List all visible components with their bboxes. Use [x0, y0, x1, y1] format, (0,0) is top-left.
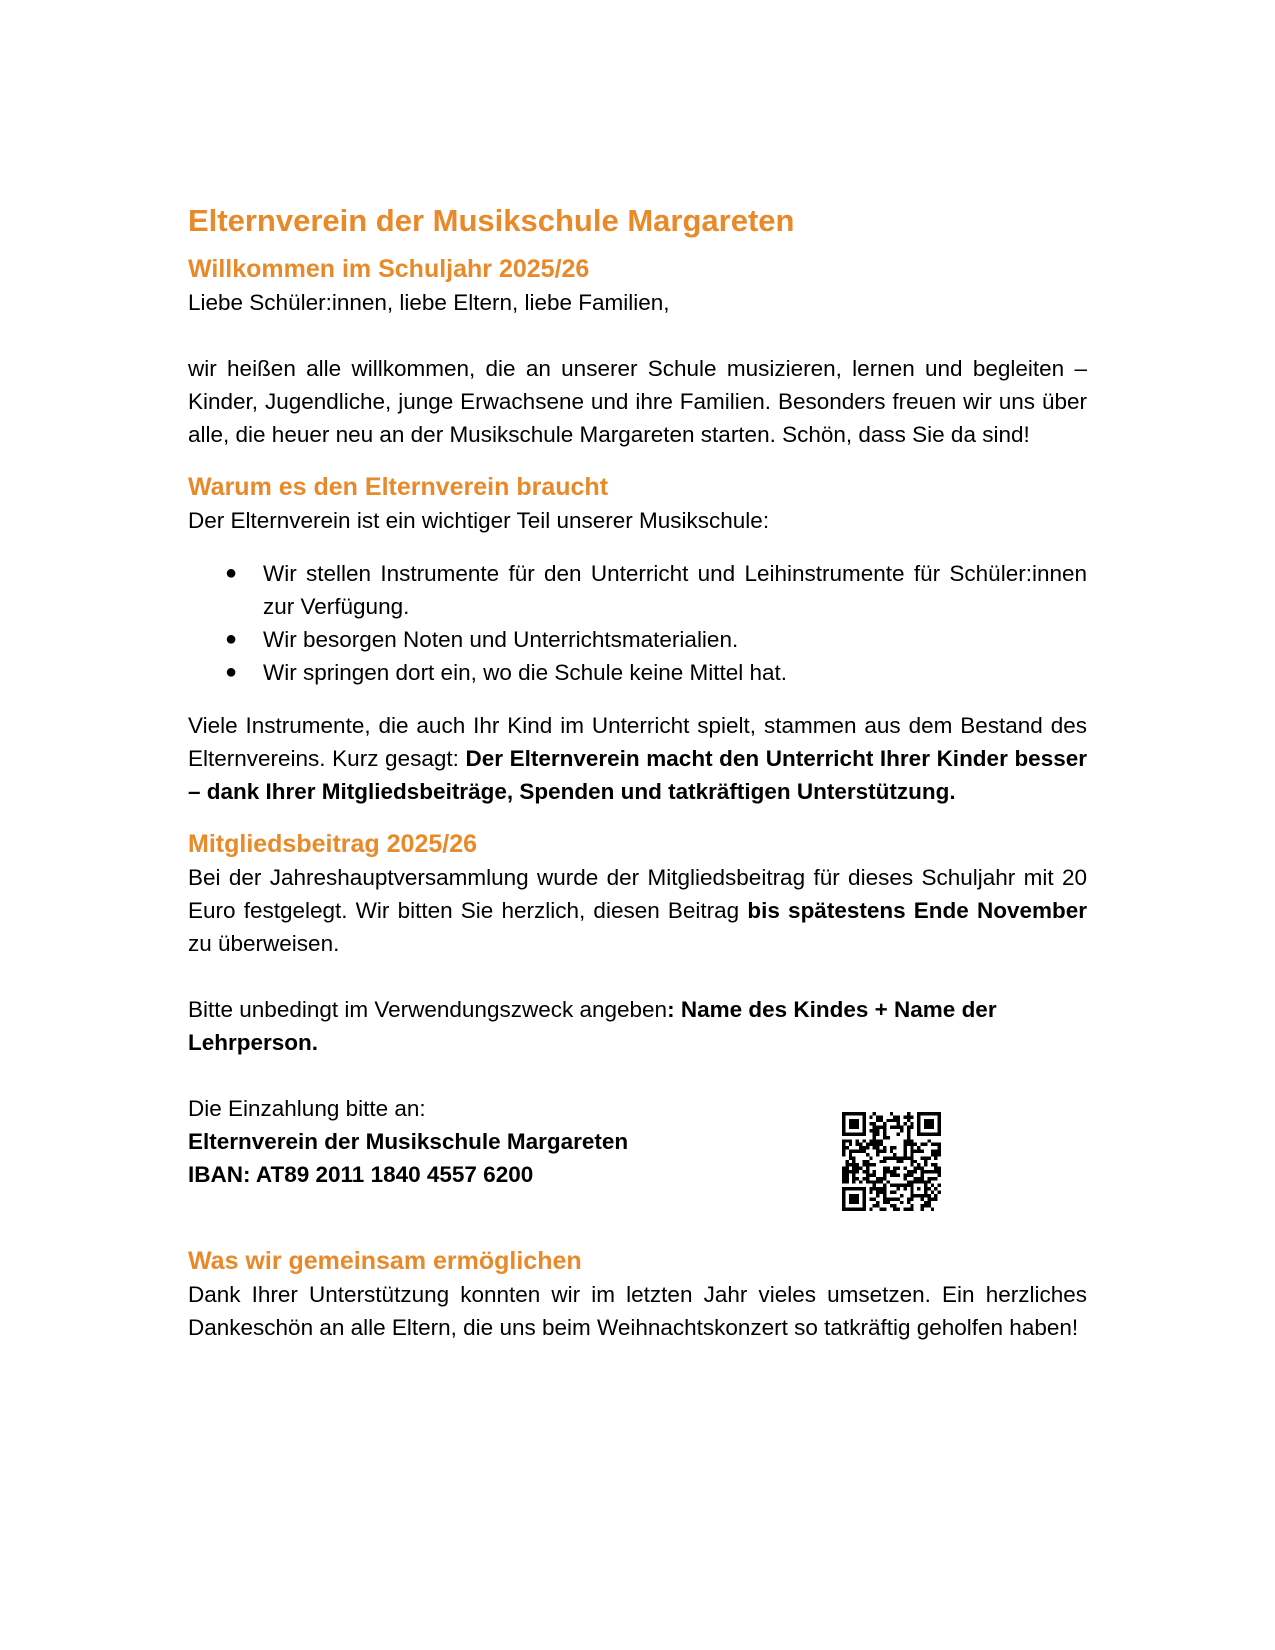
payment-intro: Die Einzahlung bitte an: — [188, 1096, 426, 1121]
together-heading: Was wir gemeinsam ermöglichen — [188, 1247, 582, 1275]
fee-purpose: Bitte unbedingt im Verwendungszweck angeben: Name des Kindes + Name der Lehrperson. — [188, 997, 997, 1055]
payment-iban: IBAN: AT89 2011 1840 4557 6200 — [188, 1162, 534, 1187]
why-intro: Der Elternverein ist ein wichtiger Teil unserer Musikschule: — [188, 508, 770, 533]
document-page — [188, 197, 1087, 1344]
why-outro-emphasis: Der Elternverein macht den Unterricht Ihrer Kinder besser – dank Ihrer Mitgliedsbeiträge, Spenden und tatkräftigen Unterstützung. — [188, 746, 1087, 804]
why-heading: Warum es den Elternverein braucht — [188, 473, 609, 501]
list-item: ● Wir stellen Instrumente für den Unterricht und Leihinstrumente für Schüler:innen zur Verfügung. — [188, 557, 1087, 623]
welcome-greeting: Liebe Schüler:innen, liebe Eltern, liebe Familien, — [188, 290, 670, 315]
bullet-icon: ● — [225, 628, 238, 650]
list-item: ● Wir besorgen Noten und Unterrichtsmaterialien. — [188, 623, 1087, 656]
document-title: Elternverein der Musikschule Margareten — [188, 203, 795, 238]
bullet-icon: ● — [225, 562, 238, 584]
why-bullet-list — [188, 557, 1087, 689]
fee-deadline: bis spätestens Ende November — [747, 898, 1087, 923]
payment-recipient: Elternverein der Musikschule Margareten — [188, 1129, 629, 1154]
together-body: Dank Ihrer Unterstützung konnten wir im letzten Jahr vieles umsetzen. Ein herzliches Dankeschön an alle Eltern, die uns beim Weihnachtskonzert so tatkräftig geholfen haben! — [188, 1282, 1087, 1340]
why-outro: Viele Instrumente, die auch Ihr Kind im Unterricht spielt, stammen aus dem Bestand des Elternvereins. Kurz gesagt: Der Elternverein macht den Unterricht Ihrer Kinder besser – dank Ihrer Mitgliedsbeiträge, Spenden und tatkräftigen Unterstützung. — [188, 713, 1087, 804]
fee-purpose-emphasis: : Name des Kindes + Name der Lehrperson. — [188, 997, 997, 1055]
qr-code-icon — [842, 1112, 941, 1211]
fee-heading: Mitgliedsbeitrag 2025/26 — [188, 830, 478, 858]
list-item: ● Wir springen dort ein, wo die Schule keine Mittel hat. — [188, 656, 1087, 689]
fee-text: Bei der Jahreshauptversammlung wurde der Mitgliedsbeitrag für dieses Schuljahr mit 20 Euro festgelegt. Wir bitten Sie herzlich, diesen Beitrag bis spätestens Ende November zu überweisen. — [188, 865, 1087, 956]
welcome-heading: Willkommen im Schuljahr 2025/26 — [188, 255, 590, 283]
bullet-icon: ● — [225, 661, 238, 683]
payment-block — [188, 1092, 1087, 1212]
welcome-body: wir heißen alle willkommen, die an unserer Schule musizieren, lernen und begleiten – Kinder, Jugendliche, junge Erwachsene und ihre Familien. Besonders freuen wir uns über alle, die heuer neu an der Musikschule Margareten starten. Schön, dass Sie da sind! — [188, 356, 1087, 447]
